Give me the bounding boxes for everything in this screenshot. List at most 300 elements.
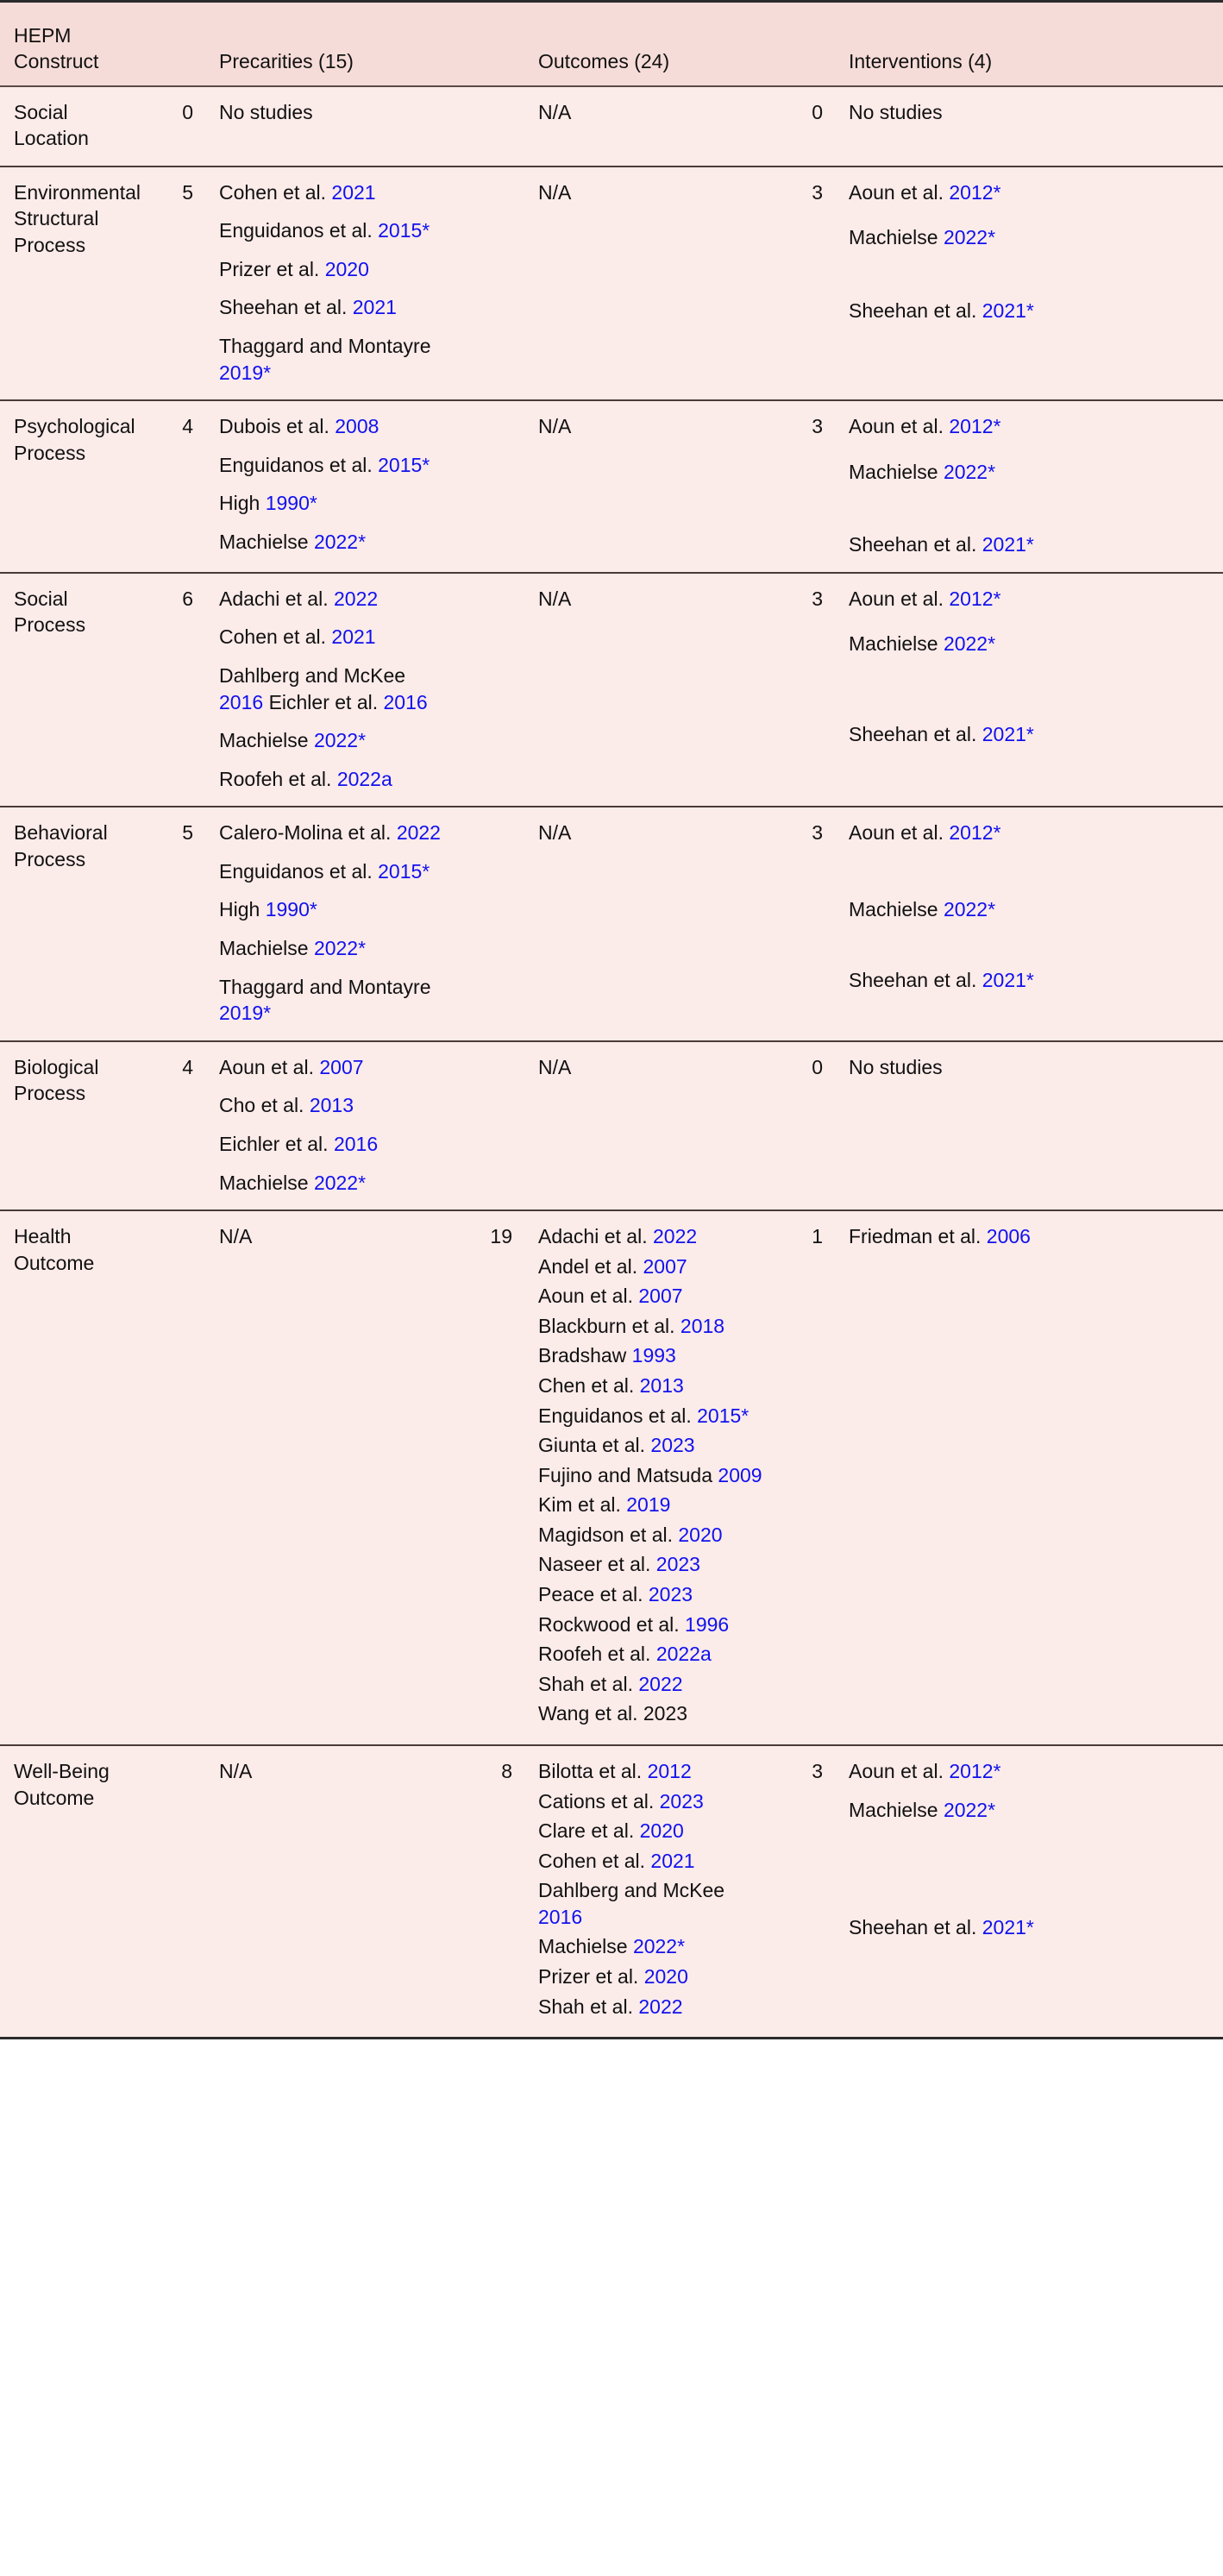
- citation-year[interactable]: 2007: [638, 1285, 683, 1308]
- citation-year[interactable]: 2022*: [313, 729, 367, 752]
- citation-author: Shah et al.: [538, 1995, 633, 2018]
- citation-author: Machielse: [849, 1798, 938, 1821]
- citation-year[interactable]: 2023: [655, 1553, 700, 1576]
- citation-year[interactable]: 2021*: [982, 969, 1034, 992]
- cell-interventions: [837, 1041, 1223, 1210]
- citation-entry: [219, 294, 454, 321]
- citation-author: Machielse: [219, 530, 309, 553]
- citation-author: Aoun et al.: [219, 1055, 314, 1078]
- cell-outcomes: [526, 573, 776, 807]
- citation-author: Adachi et al.: [538, 1225, 648, 1248]
- citation-author: Machielse: [219, 729, 309, 752]
- citation-year[interactable]: 2012*: [949, 1759, 1001, 1782]
- cell-outcomes-count: [466, 1041, 526, 1210]
- citation-author: Adachi et al.: [219, 587, 329, 610]
- table-row: [0, 1745, 1223, 2039]
- citation-year[interactable]: 2019: [626, 1493, 671, 1517]
- citation-year[interactable]: 2021: [352, 296, 397, 319]
- citation-entry: [219, 529, 454, 556]
- citation-entry: [538, 1313, 764, 1340]
- citation-entry: [219, 179, 454, 206]
- table-body: [0, 86, 1223, 2039]
- citation-author: Naseer et al.: [538, 1553, 651, 1576]
- citation-year[interactable]: 2022*: [943, 897, 996, 920]
- citation-author: Sheehan et al.: [849, 298, 977, 322]
- citation-entry: [849, 298, 1211, 324]
- citation-author: Dahlberg and McKee: [219, 664, 406, 688]
- citation-entry: [849, 1054, 1211, 1081]
- cell-outcomes-count: [466, 400, 526, 573]
- citation-year[interactable]: 2021*: [982, 723, 1034, 746]
- citation-author: Machielse: [849, 897, 938, 920]
- cell-outcomes: [526, 400, 776, 573]
- cell-interventions: [837, 573, 1223, 807]
- construct-label-line: Process: [14, 441, 86, 464]
- cell-precarities-count: 4: [147, 400, 207, 573]
- citation-year[interactable]: 2021*: [982, 1916, 1034, 1939]
- column-header-interventions-count-spacer: [776, 2, 837, 86]
- citation-author: Andel et al.: [538, 1254, 638, 1278]
- citation-entry: [849, 99, 1211, 126]
- citation-author: Prizer et al.: [538, 1964, 639, 1988]
- citation-author: Enguidanos et al.: [538, 1404, 692, 1427]
- citation-entry: [219, 935, 454, 962]
- citation-entry: [219, 490, 454, 517]
- citation-entry: [849, 224, 1211, 251]
- citation-entry: [538, 1963, 764, 1990]
- citation-year[interactable]: 2012: [647, 1759, 692, 1782]
- table-header: [0, 2, 1223, 86]
- citation-year[interactable]: 2021: [650, 1849, 695, 1872]
- cell-hepm-construct: [0, 1745, 147, 2039]
- cell-interventions-count: 3: [776, 400, 837, 573]
- citation-year[interactable]: 2022: [333, 587, 379, 610]
- cell-outcomes-count: [466, 807, 526, 1040]
- cell-precarities-count: 6: [147, 573, 207, 807]
- table-row: [0, 86, 1223, 166]
- table-row: [0, 1210, 1223, 1745]
- cell-hepm-construct: [0, 573, 147, 807]
- cell-interventions-count: 3: [776, 166, 837, 400]
- citation-author: No studies: [219, 100, 313, 123]
- cell-interventions-count: 3: [776, 573, 837, 807]
- construct-label-line: Structural: [14, 207, 99, 230]
- citation-year[interactable]: 2022*: [943, 226, 996, 249]
- cell-hepm-construct: [0, 166, 147, 400]
- cell-interventions: [837, 86, 1223, 166]
- citation-entry: [538, 820, 764, 846]
- citation-year[interactable]: 2007: [643, 1254, 687, 1278]
- cell-outcomes: [526, 1041, 776, 1210]
- citation-year[interactable]: 2022*: [943, 632, 996, 656]
- citation-author: Sheehan et al.: [849, 533, 977, 556]
- citation-entry: [219, 974, 454, 1027]
- construct-label-line: Social: [14, 100, 68, 123]
- cell-interventions: [837, 1210, 1223, 1745]
- cell-interventions-count: 3: [776, 807, 837, 1040]
- cell-outcomes: [526, 86, 776, 166]
- citation-entry: [538, 1223, 764, 1250]
- citation-year[interactable]: 2018: [680, 1314, 725, 1337]
- citation-year[interactable]: 2012*: [949, 587, 1001, 610]
- cell-precarities: [207, 1745, 466, 2039]
- citation-author: Shah et al.: [538, 1672, 633, 1695]
- citation-entry: [849, 1223, 1211, 1250]
- citation-author: Prizer et al.: [219, 257, 320, 280]
- column-header-precarities-label: Precarities (15): [219, 50, 354, 73]
- citation-year[interactable]: 2022: [396, 821, 441, 845]
- citation-entry: [538, 1342, 764, 1369]
- citation-author: Machielse: [849, 226, 938, 249]
- citation-year[interactable]: 2015*: [378, 453, 430, 476]
- citation-year[interactable]: 1990*: [265, 898, 317, 921]
- citation-year[interactable]: 2022*: [943, 1798, 996, 1821]
- citation-author: N/A: [538, 821, 572, 845]
- citation-author: Bilotta et al.: [538, 1759, 643, 1782]
- cell-hepm-construct: [0, 807, 147, 1040]
- citation-author: Sheehan et al.: [219, 296, 348, 319]
- column-header-interventions-label: Interventions (4): [849, 50, 993, 73]
- citation-year[interactable]: 2022: [652, 1225, 698, 1248]
- citation-author: N/A: [538, 1055, 572, 1078]
- citation-author: N/A: [219, 1759, 253, 1782]
- citation-entry: [849, 1758, 1211, 1785]
- citation-entry: [849, 459, 1211, 486]
- citation-entry: [538, 1551, 764, 1578]
- citation-author: N/A: [219, 1225, 253, 1248]
- citation-entry: [538, 1492, 764, 1518]
- construct-label-line: Outcome: [14, 1786, 95, 1809]
- citation-year[interactable]: 2006: [986, 1225, 1031, 1248]
- cell-interventions-count: 1: [776, 1210, 837, 1745]
- column-header-precarities: [207, 2, 466, 86]
- citation-author: Machielse: [538, 1935, 628, 1958]
- citation-entry: [219, 452, 454, 479]
- citation-year[interactable]: 2016: [383, 690, 428, 713]
- cell-precarities-count: [147, 1210, 207, 1745]
- citation-entry: [849, 820, 1211, 846]
- citation-author: Cohen et al.: [219, 625, 327, 649]
- citation-entry: [849, 586, 1211, 613]
- table-row: [0, 807, 1223, 1040]
- construct-label-line: Outcome: [14, 1251, 95, 1274]
- citation-year[interactable]: 2022: [638, 1995, 683, 2018]
- citation-entry: [219, 663, 454, 715]
- citation-author: Cho et al.: [219, 1094, 304, 1117]
- citation-year[interactable]: 2021*: [982, 298, 1034, 322]
- table-row: [0, 166, 1223, 400]
- citation-year[interactable]: 2022*: [313, 1171, 367, 1194]
- citation-entry: [849, 179, 1211, 206]
- citation-entry: [538, 1700, 764, 1727]
- citation-entry: [538, 1933, 764, 1960]
- cell-outcomes: [526, 166, 776, 400]
- cell-outcomes-count: [466, 86, 526, 166]
- citation-year[interactable]: 2021: [331, 180, 376, 204]
- citation-entry: [538, 1253, 764, 1280]
- citation-year[interactable]: 2021: [331, 625, 376, 649]
- citation-author: No studies: [849, 1055, 943, 1078]
- cell-precarities: [207, 807, 466, 1040]
- citation-entry: [849, 631, 1211, 657]
- citation-author: Machielse: [219, 937, 309, 960]
- citation-entry: [538, 1373, 764, 1399]
- citation-author: Sheehan et al.: [849, 1916, 977, 1939]
- citation-entry: [538, 1848, 764, 1875]
- citation-entry: [219, 1758, 454, 1785]
- citation-year[interactable]: 2020: [643, 1964, 688, 1988]
- citation-author: Cations et al.: [538, 1789, 655, 1813]
- citation-year[interactable]: 2013: [309, 1094, 354, 1117]
- citation-author: Roofeh et al.: [219, 767, 332, 790]
- citation-author: Thaggard and Montayre: [219, 975, 431, 998]
- citation-year[interactable]: 2013: [639, 1374, 684, 1397]
- citation-year[interactable]: 2023: [659, 1789, 704, 1813]
- citation-author: Wang et al. 2023: [538, 1702, 688, 1725]
- citation-entry: [219, 1092, 454, 1119]
- header-row: [0, 2, 1223, 86]
- citation-entry: [219, 858, 454, 885]
- citation-author: Aoun et al.: [849, 821, 944, 845]
- citation-year[interactable]: 2015*: [697, 1404, 749, 1427]
- citation-year[interactable]: 2009: [718, 1463, 762, 1486]
- citation-entry: [538, 1283, 764, 1310]
- citation-entry: [538, 179, 764, 206]
- citation-entry: [849, 1914, 1211, 1941]
- construct-label-line: Well-Being: [14, 1759, 110, 1782]
- citation-entry: [849, 531, 1211, 558]
- citation-year[interactable]: 2023: [650, 1434, 695, 1457]
- citation-entry: [538, 1877, 764, 1930]
- table-row: [0, 573, 1223, 807]
- citation-author: Dubois et al.: [219, 415, 329, 438]
- citation-year[interactable]: 2012*: [949, 821, 1001, 845]
- citation-author: Roofeh et al.: [538, 1643, 651, 1666]
- citation-author: High: [219, 898, 260, 921]
- citation-author: Eichler et al.: [268, 690, 379, 713]
- citation-entry: [849, 896, 1211, 923]
- cell-precarities-count: 5: [147, 166, 207, 400]
- citation-author: Sheehan et al.: [849, 723, 977, 746]
- table-row: [0, 400, 1223, 573]
- column-header-outcomes-label: Outcomes (24): [538, 50, 670, 73]
- citation-author: Bradshaw: [538, 1344, 627, 1367]
- column-header-outcomes: [526, 2, 776, 86]
- citation-year[interactable]: 2007: [319, 1055, 364, 1078]
- citation-year[interactable]: 2008: [335, 415, 379, 438]
- citation-author: Aoun et al.: [849, 180, 944, 204]
- construct-label-line: Process: [14, 847, 86, 870]
- cell-hepm-construct: [0, 400, 147, 573]
- citation-author: Friedman et al.: [849, 1225, 982, 1248]
- citation-year[interactable]: 2012*: [949, 415, 1001, 438]
- citation-year[interactable]: 2022: [638, 1672, 683, 1695]
- cell-hepm-construct: [0, 86, 147, 166]
- construct-label-line: Behavioral: [14, 821, 108, 845]
- citation-year[interactable]: 2022*: [313, 530, 367, 553]
- citation-entry: [219, 1054, 454, 1081]
- construct-label-line: Process: [14, 1082, 86, 1105]
- cell-interventions-count: 0: [776, 86, 837, 166]
- citation-author: High: [219, 492, 260, 515]
- cell-precarities-count: 0: [147, 86, 207, 166]
- citation-entry: [219, 766, 454, 793]
- construct-label-line: Process: [14, 613, 86, 637]
- citation-author: Calero-Molina et al.: [219, 821, 392, 845]
- citation-year[interactable]: 2022*: [313, 937, 367, 960]
- citation-author: Enguidanos et al.: [219, 859, 373, 883]
- column-header-interventions: [837, 2, 1223, 86]
- cell-hepm-construct: [0, 1210, 147, 1745]
- citation-author: Aoun et al.: [849, 415, 944, 438]
- column-header-hepm-construct-line2: Construct: [14, 50, 99, 73]
- citation-author: Machielse: [849, 632, 938, 656]
- citation-year[interactable]: 2012*: [949, 180, 1001, 204]
- citation-author: Machielse: [849, 460, 938, 483]
- citation-entry: [538, 1758, 764, 1785]
- citation-entry: [849, 967, 1211, 994]
- citation-entry: [538, 1671, 764, 1698]
- citation-author: Aoun et al.: [849, 587, 944, 610]
- citation-author: Dahlberg and McKee: [538, 1879, 725, 1902]
- cell-outcomes-count: 8: [466, 1745, 526, 2039]
- citation-entry: [538, 413, 764, 440]
- citation-entry: [219, 413, 454, 440]
- cell-precarities-count: 5: [147, 807, 207, 1040]
- citation-year[interactable]: 2019*: [219, 1002, 272, 1025]
- citation-author: No studies: [849, 100, 943, 123]
- citation-author: Eichler et al.: [219, 1132, 329, 1155]
- citation-author: Sheehan et al.: [849, 969, 977, 992]
- citation-year[interactable]: 2020: [678, 1523, 723, 1546]
- citation-year[interactable]: 1990*: [265, 492, 317, 515]
- citation-entry: [219, 1170, 454, 1197]
- citation-year[interactable]: 1993: [631, 1344, 676, 1367]
- citation-year[interactable]: 2016: [538, 1905, 583, 1928]
- citation-entry: [849, 1797, 1211, 1824]
- cell-interventions-count: 3: [776, 1745, 837, 2039]
- citation-author: Clare et al.: [538, 1819, 635, 1843]
- construct-label-line: Process: [14, 233, 86, 256]
- citation-entry: [538, 1994, 764, 2020]
- citation-author: Aoun et al.: [849, 1759, 944, 1782]
- cell-precarities: [207, 1210, 466, 1745]
- cell-precarities: [207, 400, 466, 573]
- citation-entry: [538, 1522, 764, 1549]
- citation-entry: [219, 586, 454, 613]
- citation-entry: [849, 721, 1211, 748]
- citation-author: Peace et al.: [538, 1583, 643, 1606]
- citation-entry: [849, 413, 1211, 440]
- cell-outcomes-count: [466, 573, 526, 807]
- citation-year[interactable]: 2022a: [655, 1643, 712, 1666]
- citation-author: Giunta et al.: [538, 1434, 646, 1457]
- citation-entry: [219, 820, 454, 846]
- citation-year[interactable]: 2016: [333, 1132, 379, 1155]
- cell-interventions: [837, 166, 1223, 400]
- citation-year[interactable]: 2020: [639, 1819, 684, 1843]
- citation-author: Thaggard and Montayre: [219, 334, 431, 357]
- citation-author: Chen et al.: [538, 1374, 635, 1397]
- citation-author: Magidson et al.: [538, 1523, 673, 1546]
- citation-entry: [219, 1223, 454, 1250]
- citation-author: N/A: [538, 100, 572, 123]
- cell-precarities: [207, 1041, 466, 1210]
- citation-entry: [538, 99, 764, 126]
- citation-author: N/A: [538, 415, 572, 438]
- column-header-hepm-construct-line1: HEPM: [14, 23, 72, 47]
- citation-entry: [538, 1818, 764, 1844]
- cell-precarities: [207, 86, 466, 166]
- citation-year[interactable]: 2020: [324, 257, 369, 280]
- citation-entry: [538, 1462, 764, 1489]
- citation-year[interactable]: 2022*: [943, 460, 996, 483]
- citation-year[interactable]: 1996: [685, 1612, 730, 1636]
- cell-outcomes: [526, 1210, 776, 1745]
- citation-entry: [538, 1432, 764, 1459]
- citation-year[interactable]: 2015*: [378, 219, 430, 242]
- construct-label-line: Location: [14, 127, 89, 150]
- cell-interventions: [837, 807, 1223, 1040]
- citation-author: Enguidanos et al.: [219, 453, 373, 476]
- table-row: [0, 1041, 1223, 1210]
- citation-entry: [538, 1641, 764, 1668]
- cell-outcomes-count: 19: [466, 1210, 526, 1745]
- citation-author: Machielse: [219, 1171, 309, 1194]
- citation-year[interactable]: 2022a: [336, 767, 392, 790]
- citation-year[interactable]: 2022*: [632, 1935, 686, 1958]
- citation-entry: [538, 1054, 764, 1081]
- cell-precarities: [207, 166, 466, 400]
- citation-entry: [219, 99, 454, 126]
- cell-interventions: [837, 1745, 1223, 2039]
- cell-outcomes: [526, 807, 776, 1040]
- citation-author: Cohen et al.: [219, 180, 327, 204]
- citation-entry: [219, 896, 454, 923]
- citation-entry: [219, 727, 454, 754]
- cell-hepm-construct: [0, 1041, 147, 1210]
- citation-author: Kim et al.: [538, 1493, 621, 1517]
- citation-entry: [219, 256, 454, 283]
- citation-entry: [219, 624, 454, 650]
- construct-label-line: Health: [14, 1225, 72, 1248]
- citation-author: Fujino and Matsuda: [538, 1463, 713, 1486]
- citation-entry: [219, 333, 454, 386]
- cell-precarities-count: [147, 1745, 207, 2039]
- citation-year[interactable]: 2023: [648, 1583, 693, 1606]
- citation-entry: [219, 217, 454, 244]
- citation-year[interactable]: 2016: [219, 690, 264, 713]
- citation-author: N/A: [538, 180, 572, 204]
- citation-year[interactable]: 2021*: [982, 533, 1034, 556]
- citation-author: Enguidanos et al.: [219, 219, 373, 242]
- construct-label-line: Environmental: [14, 180, 141, 204]
- citation-author: Cohen et al.: [538, 1849, 646, 1872]
- cell-outcomes: [526, 1745, 776, 2039]
- citation-entry: [219, 1131, 454, 1158]
- citation-entry: [538, 586, 764, 613]
- citation-author: Aoun et al.: [538, 1285, 633, 1308]
- citation-year[interactable]: 2015*: [378, 859, 430, 883]
- citation-entry: [538, 1612, 764, 1638]
- citation-entry: [538, 1788, 764, 1815]
- construct-label-line: Psychological: [14, 415, 135, 438]
- citation-entry: [538, 1581, 764, 1608]
- cell-outcomes-count: [466, 166, 526, 400]
- column-header-outcomes-count-spacer: [466, 2, 526, 86]
- citation-author: Rockwood et al.: [538, 1612, 680, 1636]
- citation-year[interactable]: 2019*: [219, 361, 272, 384]
